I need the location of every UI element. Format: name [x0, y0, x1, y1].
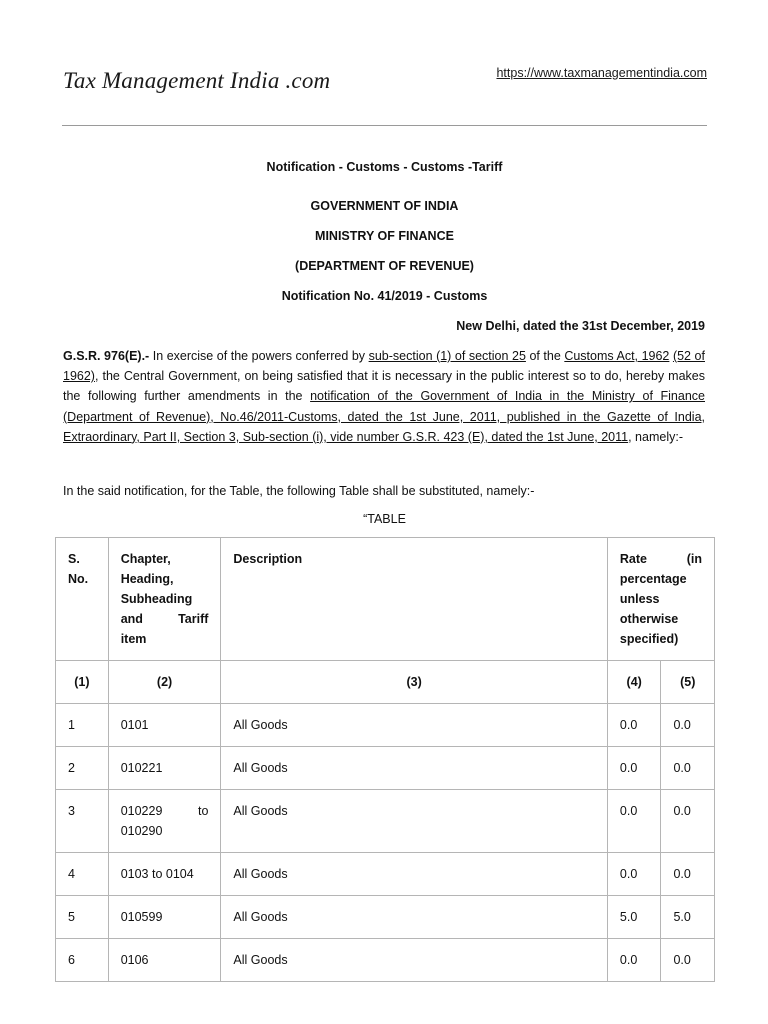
cell-rate-5: 0.0 [661, 790, 715, 853]
cell-description: All Goods [221, 896, 608, 939]
ministry-heading: MINISTRY OF FINANCE [315, 229, 454, 243]
preamble-text: , the Central Government, on being satisfied that it is necessary in the public interest so to do, hereby makes the following further amendments in the [63, 369, 705, 404]
cell-sno: 3 [56, 790, 109, 853]
cell-rate-4: 0.0 [607, 747, 661, 790]
site-url-link[interactable]: https://www.taxmanagementindia.com [496, 66, 707, 80]
header-chapter-line: Subheading [120, 592, 193, 606]
customs-act-link[interactable]: Customs Act, 1962 [564, 349, 670, 363]
cell-heading: 010221 [108, 747, 221, 790]
header-rate-line: unless [619, 592, 660, 606]
header-rate-line: percentage [619, 572, 687, 586]
cell-heading-to: to [197, 804, 209, 818]
cell-rate-4: 0.0 [607, 853, 661, 896]
cell-heading: 0103 to 0104 [108, 853, 221, 896]
cell-description: All Goods [221, 939, 608, 982]
header-chapter [108, 538, 221, 661]
header-rate-word: (in [686, 552, 702, 566]
gsr-number: G.S.R. 976(E).- [63, 349, 150, 363]
header-chapter-line: Chapter, [120, 552, 171, 566]
cell-rate-5: 0.0 [661, 853, 715, 896]
cell-sno: 2 [56, 747, 109, 790]
table-row [56, 704, 715, 747]
table-row [56, 747, 715, 790]
department-heading: (DEPARTMENT OF REVENUE) [295, 259, 474, 273]
cell-description: All Goods [221, 790, 608, 853]
header-description: Description [221, 538, 608, 661]
preamble-text: , namely:- [628, 429, 683, 444]
column-number: (3) [221, 661, 608, 704]
cell-heading: 010599 [108, 896, 221, 939]
cell-rate-4: 0.0 [607, 704, 661, 747]
act-number-link[interactable]: (52 of 1962) [63, 349, 705, 384]
cell-rate-4: 0.0 [607, 939, 661, 982]
cell-description: All Goods [221, 853, 608, 896]
column-number: (4) [607, 661, 661, 704]
cell-heading: 0101 [108, 704, 221, 747]
substitution-paragraph: In the said notification, for the Table, the following Table shall be substituted, namely:- [63, 484, 535, 498]
cell-description: All Goods [221, 747, 608, 790]
header-chapter-word: Tariff [178, 612, 209, 626]
column-number: (2) [108, 661, 221, 704]
header-rate-line: otherwise [619, 612, 679, 626]
header-chapter-line [121, 609, 209, 629]
cell-rate-4: 0.0 [607, 790, 661, 853]
principal-notification-link[interactable]: notification of the Government of India in the Ministry of Finance (Department of Revenue), No.46/2011-Customs, dated the 1st June, 2011, published in the Gazette of India, Extraordinary, Part II, Section 3, Sub-section (i), vide number G.S.R. 423 (E), dated the 1st June, 2011 [63, 389, 705, 444]
site-brand-logo: Tax Management India .com [63, 68, 331, 93]
cell-heading [108, 790, 221, 853]
cell-sno: 6 [56, 939, 109, 982]
cell-rate-5: 5.0 [661, 896, 715, 939]
header-rate-line [620, 549, 702, 569]
table-row [56, 896, 715, 939]
notification-date: New Delhi, dated the 31st December, 2019 [456, 319, 705, 333]
preamble-text: In exercise of the powers conferred by [149, 349, 369, 363]
tariff-table [55, 537, 715, 982]
cell-heading-code: 010229 [120, 804, 163, 818]
notification-category: Notification - Customs - Customs -Tariff [266, 160, 503, 174]
preamble-paragraph [63, 346, 705, 447]
header-sno: S. No. [56, 538, 109, 661]
section-link[interactable]: sub-section (1) of section 25 [368, 349, 526, 363]
cell-heading-code: 010290 [120, 824, 163, 838]
preamble-text: of the [525, 349, 565, 363]
cell-rate-5: 0.0 [661, 704, 715, 747]
table-row [56, 790, 715, 853]
cell-sno: 4 [56, 853, 109, 896]
header-chapter-line: item [120, 632, 147, 646]
notification-number: Notification No. 41/2019 - Customs [281, 289, 488, 303]
header-rate-word: Rate [619, 552, 647, 566]
header-divider [62, 125, 707, 126]
header-chapter-word: and [120, 612, 143, 626]
column-number: (1) [56, 661, 109, 704]
column-number: (5) [661, 661, 715, 704]
cell-heading-line [121, 801, 209, 821]
cell-rate-5: 0.0 [661, 747, 715, 790]
table-header-row [56, 538, 715, 661]
header-rate [607, 538, 714, 661]
table-row [56, 939, 715, 982]
cell-rate-5: 0.0 [661, 939, 715, 982]
column-number-row [56, 661, 715, 704]
table-caption: “TABLE [363, 512, 406, 526]
cell-description: All Goods [221, 704, 608, 747]
header-chapter-line: Heading, [120, 572, 174, 586]
header-rate-line: specified) [619, 632, 679, 646]
cell-sno: 1 [56, 704, 109, 747]
table-row [56, 853, 715, 896]
cell-rate-4: 5.0 [607, 896, 661, 939]
government-heading: GOVERNMENT OF INDIA [310, 199, 459, 213]
cell-heading: 0106 [108, 939, 221, 982]
cell-sno: 5 [56, 896, 109, 939]
